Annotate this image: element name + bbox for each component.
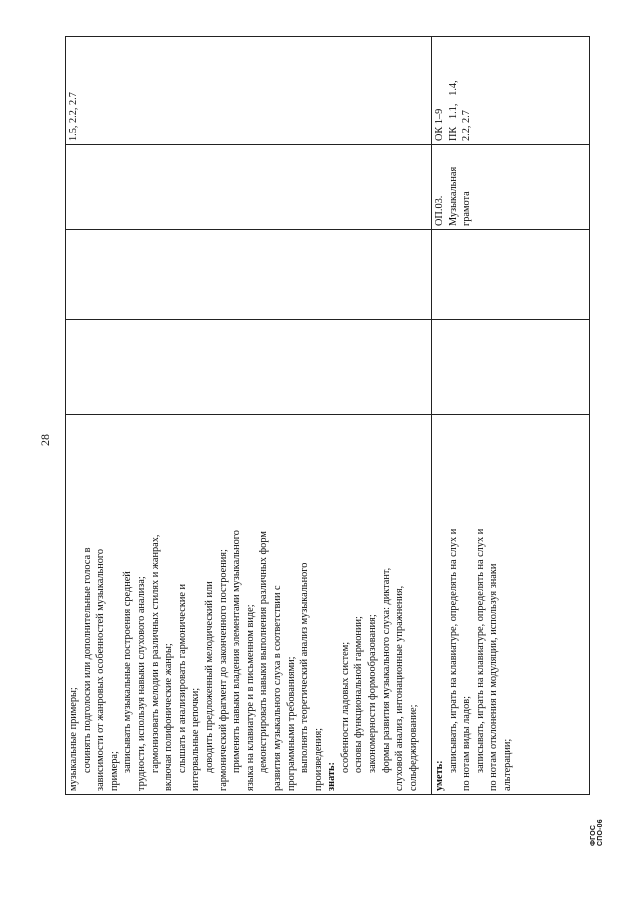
codes-line-3: 2.2, 2.7 [461,110,473,141]
content-line: сольфеджирование; [407,704,419,791]
content-line: языка на клавиатуре и в письменном виде; [244,604,256,791]
content-line: программными требованиями; [285,656,297,791]
discipline-cell [432,145,590,230]
table-row [432,37,590,795]
competency-table-grid [65,36,590,795]
content-line: применять навыки владения элементами музыкального [231,530,243,773]
content-line: развития музыкального слуха в соответствии с [271,585,283,791]
content-line: закономерности формообразования; [367,614,379,773]
codes-text: 1.5, 2.2, 2.7 [68,92,79,141]
page-number: 28 [38,434,52,446]
content-line: доводить предложенный мелодический или [203,581,215,773]
content-line: произведения; [312,727,324,791]
competency-content-cell [432,415,590,795]
content-line: выполнять теоретический анализ музыкального [299,562,311,773]
content-line: включая полифонические жанры; [163,643,175,791]
content-line: гармонический фрагмент до законченного построения; [217,549,229,791]
discipline-cell [66,145,432,230]
discipline-name-1: Музыкальная [447,166,459,226]
hours-cell [66,320,432,415]
content-lines [433,418,515,791]
content-line: по нотам отклонения и модуляции, используя знаки [488,563,500,791]
content-line: знать: [326,762,338,791]
codes-cell [66,37,432,145]
content-line: демонстрировать навыки выполнения различных форм [258,531,270,773]
codes-line-1: ОК 1–9 [434,108,445,141]
competency-content-cell [66,415,432,795]
content-line: формы развития музыкального слуха: диктант, [380,567,392,773]
discipline-code: ОП.03. [434,195,445,226]
content-line: гармонизовать мелодии в различных стилях и жанрах, [149,534,161,773]
content-line: слуховой анализ, интонационные упражнения, [394,585,406,791]
hours-cell [432,230,590,320]
hours-cell [432,320,590,415]
discipline-name-2: грамота [461,191,473,226]
content-line: по нотам виды ладов; [461,696,473,791]
content-line: уметь: [434,760,445,791]
codes-cell [432,37,590,145]
content-line: записывать, играть на клавиатуре, определять на слух и [474,528,486,773]
content-lines [67,418,420,791]
content-line: альтерации; [501,738,513,791]
codes-line-2: ПК 1.1, 1.4, [447,80,459,141]
content-line: основы функциональной гармонии; [353,616,365,773]
content-line: зависимости от жанровых особенностей музыкального [95,549,107,791]
competency-table [65,37,585,795]
footer-stamp: ФГОС СПО-06 [590,819,604,846]
content-line: сочинять подголоски или дополнительные голоса в [81,547,93,773]
content-line: особенности ладовых систем; [339,641,351,773]
table-row [66,37,432,795]
content-line: интервальные цепочки; [190,687,202,791]
content-line: слышать и анализировать гармонические и [176,584,188,773]
content-line: трудности, используя навыки слухового анализа; [135,576,147,791]
content-line: примера; [108,751,120,791]
hours-cell [66,230,432,320]
content-line: записывать музыкальные построения средней [122,571,134,773]
content-line: музыкальные примеры; [68,687,79,791]
content-line: записывать, играть на клавиатуре, определять на слух и [447,528,459,773]
